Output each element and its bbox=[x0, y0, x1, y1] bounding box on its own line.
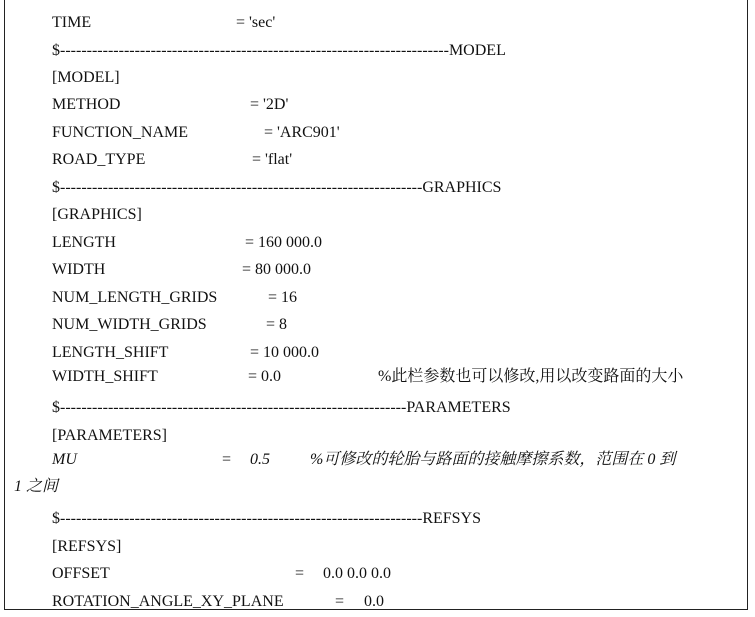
separator-model: $-------------------------------------------------------------------------MODEL bbox=[52, 42, 506, 59]
line-time bbox=[0, 12, 755, 34]
value-road-type: = 'flat' bbox=[252, 151, 293, 168]
section-parameters: [PARAMETERS] bbox=[52, 427, 167, 444]
line-num-width-grids bbox=[0, 314, 755, 336]
key-num-length-grids: NUM_LENGTH_GRIDS bbox=[52, 289, 218, 306]
value-width-shift: = 0.0 bbox=[248, 368, 282, 385]
value-length: = 160 000.0 bbox=[245, 234, 323, 251]
value-num-length-grids: = 16 bbox=[268, 289, 298, 306]
value-time: = 'sec' bbox=[236, 14, 276, 31]
value-function-name: = 'ARC901' bbox=[264, 124, 340, 141]
section-model: [MODEL] bbox=[52, 69, 120, 86]
value-num-width-grids: = 8 bbox=[266, 316, 288, 333]
value-mu: 0.5 bbox=[250, 451, 270, 468]
line-road-type bbox=[0, 149, 755, 171]
line-num-length-grids bbox=[0, 287, 755, 309]
section-graphics: [GRAPHICS] bbox=[52, 206, 142, 223]
value-offset: 0.0 0.0 0.0 bbox=[323, 565, 391, 582]
comment-width-shift: %此栏参数也可以修改,用以改变路面的大小 bbox=[378, 368, 684, 385]
separator-refsys: $--------------------------------------------------------------------REFSYS bbox=[52, 510, 482, 527]
key-rotation-angle: ROTATION_ANGLE_XY_PLANE bbox=[52, 593, 284, 610]
value-method: = '2D' bbox=[250, 96, 289, 113]
key-offset: OFFSET bbox=[52, 565, 110, 582]
comment-mu: %可修改的轮胎与路面的接触摩擦系数，范围在 0 到 bbox=[310, 451, 676, 468]
key-mu: MU bbox=[52, 451, 77, 468]
equals-offset: = bbox=[295, 565, 305, 582]
key-time: TIME bbox=[52, 14, 92, 31]
key-length-shift: LENGTH_SHIFT bbox=[52, 344, 169, 361]
line-offset bbox=[0, 563, 755, 585]
line-method bbox=[0, 94, 755, 116]
key-width-shift: WIDTH_SHIFT bbox=[52, 368, 158, 385]
equals-mu: = bbox=[221, 451, 232, 468]
key-function-name: FUNCTION_NAME bbox=[52, 124, 188, 141]
value-rotation-angle: 0.0 bbox=[364, 593, 384, 610]
section-refsys: [REFSYS] bbox=[52, 538, 122, 555]
line-length-shift bbox=[0, 342, 755, 364]
comment-mu-continued: 1 之间 bbox=[14, 478, 59, 495]
key-width: WIDTH bbox=[52, 261, 106, 278]
key-road-type: ROAD_TYPE bbox=[52, 151, 146, 168]
key-num-width-grids: NUM_WIDTH_GRIDS bbox=[52, 316, 207, 333]
value-length-shift: = 10 000.0 bbox=[250, 344, 320, 361]
line-width-shift bbox=[0, 366, 755, 388]
line-function-name bbox=[0, 122, 755, 144]
line-mu bbox=[0, 449, 755, 471]
key-method: METHOD bbox=[52, 96, 121, 113]
value-width: = 80 000.0 bbox=[242, 261, 312, 278]
line-rotation-angle bbox=[0, 591, 755, 613]
separator-graphics: $--------------------------------------------------------------------GRAPHICS bbox=[52, 179, 502, 196]
line-width bbox=[0, 259, 755, 281]
equals-rotation-angle: = bbox=[335, 593, 345, 610]
line-length bbox=[0, 232, 755, 254]
key-length: LENGTH bbox=[52, 234, 116, 251]
separator-parameters: $-----------------------------------------------------------------PARAMETERS bbox=[52, 399, 511, 416]
